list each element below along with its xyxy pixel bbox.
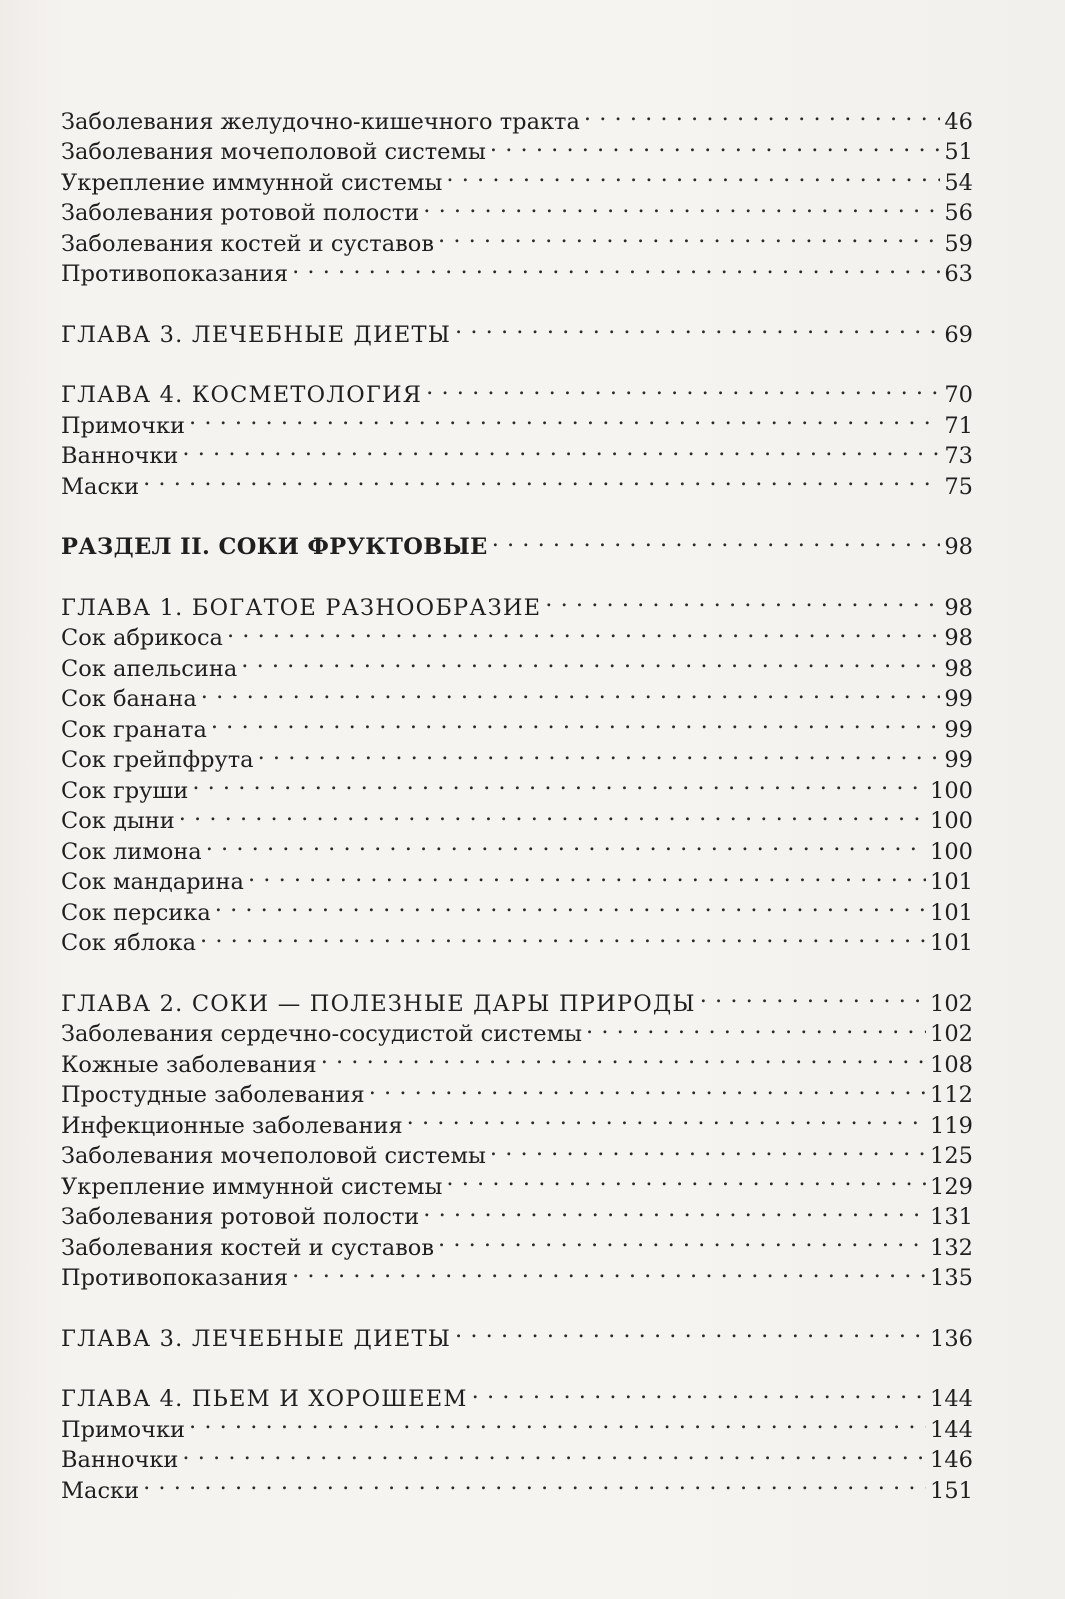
- entry-page-number: 54: [944, 169, 973, 196]
- table-of-contents: [61, 98, 973, 1504]
- dot-leader: [369, 1072, 926, 1103]
- entry-page-number: 135: [930, 1265, 973, 1291]
- entry-page-number: 151: [930, 1477, 973, 1504]
- entry-page-number: 100: [930, 838, 973, 865]
- toc-entry: [61, 1437, 973, 1473]
- entry-title: Заболевания мочеполовой системы: [61, 139, 486, 165]
- dot-leader: [490, 129, 940, 160]
- dot-leader: [490, 1133, 926, 1164]
- entry-title: Сок грейпфрута: [61, 747, 254, 773]
- dot-leader: [206, 828, 926, 859]
- dot-leader: [455, 311, 940, 342]
- entry-title: Заболевания сердечно-сосудистой системы: [61, 1021, 583, 1047]
- entry-page-number: 102: [930, 990, 973, 1017]
- entry-title: Сок лимона: [61, 838, 202, 865]
- dot-leader: [241, 645, 940, 676]
- entry-title: ГЛАВА 2. СОКИ — ПОЛЕЗНЫЕ ДАРЫ ПРИРОДЫ: [61, 990, 696, 1017]
- dot-leader: [446, 1163, 926, 1194]
- entry-title: Сок апельсина: [61, 655, 238, 682]
- entry-page-number: 59: [944, 230, 973, 257]
- toc-group: [61, 1376, 973, 1504]
- toc-group: [61, 1315, 973, 1352]
- entry-title: Укрепление иммунной системы: [61, 1173, 443, 1200]
- dot-leader: [407, 1102, 926, 1133]
- toc-entry: [61, 798, 973, 834]
- dot-leader: [143, 463, 940, 494]
- entry-title: Сок яблока: [61, 930, 197, 956]
- entry-page-number: 101: [930, 930, 973, 956]
- entry-title: Сок абрикоса: [61, 625, 223, 651]
- dot-leader: [292, 251, 940, 282]
- entry-page-number: 98: [944, 594, 973, 621]
- dot-leader: [438, 220, 940, 251]
- group-spacer: [61, 494, 973, 524]
- toc-group: [61, 524, 973, 560]
- toc-entry: [61, 98, 973, 135]
- entry-title: Сок дыни: [61, 808, 175, 834]
- entry-title: Ванночки: [61, 1447, 179, 1473]
- entry-title: Сок персика: [61, 899, 211, 926]
- toc-chapter-entry: [61, 372, 973, 408]
- entry-title: Ванночки: [61, 443, 179, 469]
- entry-page-number: 46: [944, 108, 973, 135]
- entry-page-number: 73: [944, 443, 973, 469]
- entry-title: Противопоказания: [61, 261, 289, 287]
- entry-title: Заболевания ротовой полости: [61, 1204, 420, 1230]
- entry-title: Сок банана: [61, 686, 197, 712]
- toc-group: [61, 98, 973, 287]
- entry-title: ГЛАВА 4. КОСМЕТОЛОГИЯ: [61, 382, 423, 408]
- entry-page-number: 98: [944, 625, 973, 651]
- entry-page-number: 98: [944, 655, 973, 682]
- entry-page-number: 99: [944, 747, 973, 773]
- dot-leader: [201, 676, 941, 707]
- toc-group: [61, 311, 973, 348]
- entry-page-number: 100: [930, 777, 973, 804]
- dot-leader: [472, 1376, 926, 1407]
- dot-leader: [438, 1224, 926, 1255]
- entry-page-number: 51: [944, 139, 973, 165]
- toc-chapter-entry: [61, 311, 973, 348]
- entry-page-number: 98: [944, 534, 973, 560]
- dot-leader: [200, 920, 926, 951]
- entry-page-number: 69: [944, 321, 973, 348]
- entry-page-number: 125: [930, 1143, 973, 1169]
- dot-leader: [143, 1467, 926, 1498]
- dot-leader: [215, 889, 926, 920]
- toc-entry: [61, 828, 973, 865]
- entry-page-number: 100: [930, 808, 973, 834]
- entry-title: Примочки: [61, 412, 186, 439]
- toc-entry: [61, 1406, 973, 1443]
- dot-leader: [227, 615, 940, 646]
- toc-entry: [61, 1467, 973, 1504]
- entry-page-number: 108: [930, 1051, 973, 1078]
- dot-leader: [211, 706, 941, 737]
- entry-title: ГЛАВА 3. ЛЕЧЕБНЫЕ ДИЕТЫ: [61, 1325, 452, 1352]
- entry-page-number: 75: [944, 473, 973, 500]
- entry-title: Укрепление иммунной системы: [61, 169, 443, 196]
- toc-chapter-entry: [61, 1315, 973, 1352]
- dot-leader: [446, 159, 940, 190]
- toc-chapter-entry: [61, 980, 973, 1017]
- dot-leader: [248, 859, 926, 890]
- dot-leader: [455, 1315, 926, 1346]
- entry-page-number: 144: [930, 1416, 973, 1443]
- dot-leader: [292, 1255, 926, 1286]
- dot-leader: [423, 1194, 926, 1225]
- entry-page-number: 144: [930, 1386, 973, 1412]
- entry-title: ГЛАВА 1. БОГАТОЕ РАЗНООБРАЗИЕ: [61, 594, 542, 621]
- dot-leader: [182, 1437, 926, 1468]
- toc-chapter-entry: [61, 584, 973, 621]
- entry-page-number: 136: [930, 1325, 973, 1352]
- dot-leader: [179, 798, 926, 829]
- dot-leader: [189, 1406, 926, 1437]
- toc-entry: [61, 433, 973, 469]
- toc-chapter-entry: [61, 1376, 973, 1412]
- toc-entry: [61, 767, 973, 804]
- entry-title: РАЗДЕЛ II. СОКИ ФРУКТОВЫЕ: [61, 534, 488, 560]
- entry-title: Маски: [61, 1477, 140, 1504]
- dot-leader: [321, 1041, 926, 1072]
- entry-page-number: 112: [930, 1082, 973, 1108]
- entry-page-number: 56: [944, 200, 973, 226]
- entry-page-number: 101: [930, 869, 973, 895]
- dot-leader: [258, 737, 941, 768]
- entry-page-number: 71: [944, 412, 973, 439]
- entry-title: Инфекционные заболевания: [61, 1112, 403, 1139]
- entry-page-number: 119: [930, 1112, 973, 1139]
- entry-title: Сок граната: [61, 716, 207, 743]
- entry-title: Кожные заболевания: [61, 1051, 317, 1078]
- dot-leader: [584, 98, 940, 129]
- toc-group: [61, 980, 973, 1291]
- entry-title: Заболевания мочеполовой системы: [61, 1143, 486, 1169]
- entry-page-number: 63: [944, 261, 973, 287]
- toc-group: [61, 372, 973, 500]
- dot-leader: [189, 402, 940, 433]
- entry-page-number: 146: [930, 1447, 973, 1473]
- entry-page-number: 131: [930, 1204, 973, 1230]
- entry-page-number: 102: [930, 1021, 973, 1047]
- entry-page-number: 70: [944, 382, 973, 408]
- entry-title: Маски: [61, 473, 140, 500]
- dot-leader: [700, 980, 926, 1011]
- entry-page-number: 132: [930, 1234, 973, 1261]
- entry-title: Примочки: [61, 1416, 186, 1443]
- entry-title: Сок мандарина: [61, 869, 244, 895]
- dot-leader: [423, 190, 940, 221]
- entry-page-number: 129: [930, 1173, 973, 1200]
- entry-title: Заболевания ротовой полости: [61, 200, 420, 226]
- dot-leader: [426, 372, 940, 403]
- entry-page-number: 101: [930, 899, 973, 926]
- toc-group: [61, 584, 973, 956]
- dot-leader: [492, 524, 941, 555]
- entry-title: Сок груши: [61, 777, 189, 804]
- dot-leader: [545, 584, 940, 615]
- toc-entry: [61, 402, 973, 439]
- entry-title: Заболевания костей и суставов: [61, 1234, 435, 1261]
- entry-page-number: 99: [944, 686, 973, 712]
- entry-title: Заболевания костей и суставов: [61, 230, 435, 257]
- entry-title: Заболевания желудочно-кишечного тракта: [61, 108, 580, 135]
- dot-leader: [182, 433, 940, 464]
- entry-page-number: 99: [944, 716, 973, 743]
- dot-leader: [192, 767, 926, 798]
- toc-section-entry: [61, 524, 973, 560]
- entry-title: Противопоказания: [61, 1265, 289, 1291]
- entry-title: ГЛАВА 4. ПЬЕМ И ХОРОШЕЕМ: [61, 1386, 468, 1412]
- entry-title: ГЛАВА 3. ЛЕЧЕБНЫЕ ДИЕТЫ: [61, 321, 452, 348]
- dot-leader: [586, 1011, 926, 1042]
- entry-title: Простудные заболевания: [61, 1082, 365, 1108]
- toc-entry: [61, 463, 973, 500]
